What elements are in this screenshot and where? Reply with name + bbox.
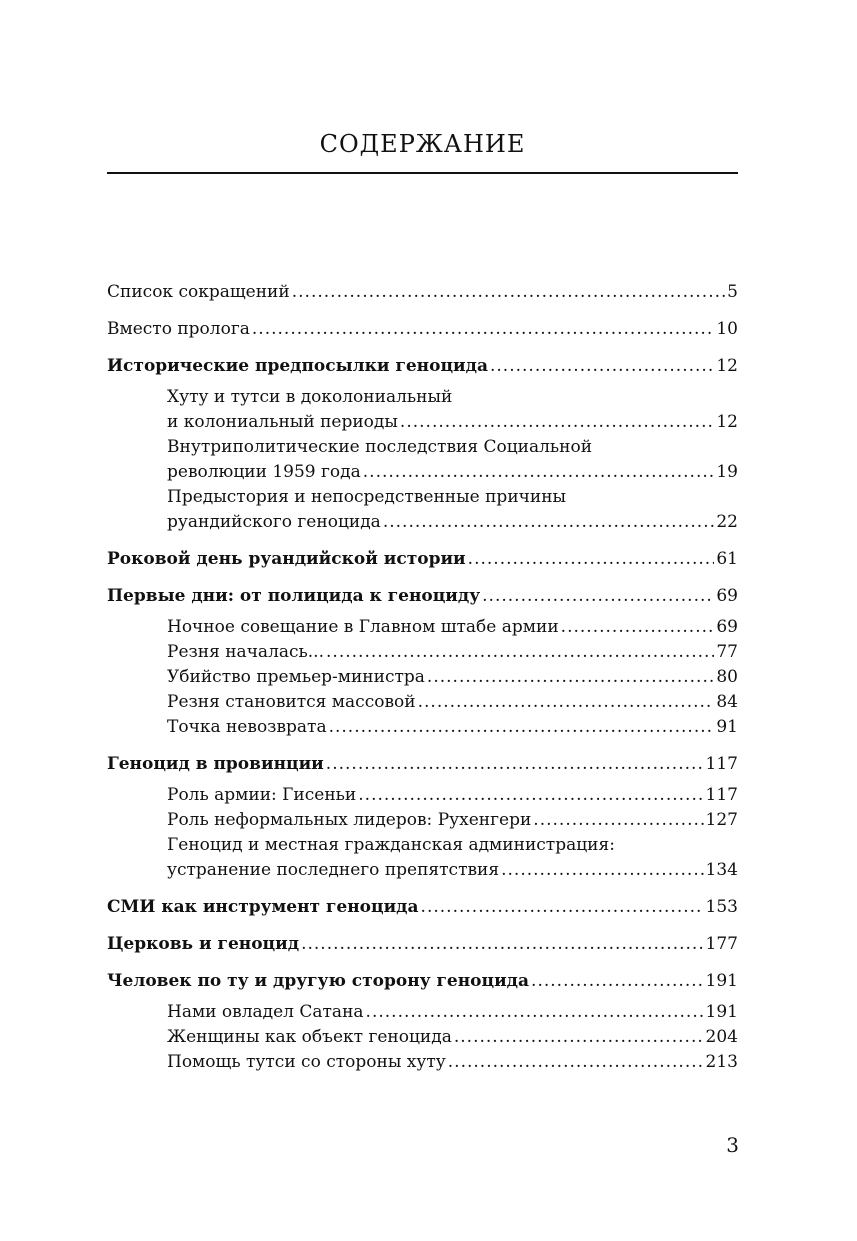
toc-entry [107,783,738,808]
toc-entry-page: 69 [716,617,738,637]
dot-leader [326,640,714,665]
toc-entry [107,485,738,535]
toc-entry [107,932,738,957]
toc-entry-page: 153 [705,897,738,917]
dot-leader [329,715,715,740]
toc-entry [107,752,738,777]
toc-entry-title: Роль неформальных лидеров: Рухенгери [167,810,532,830]
dot-leader [531,969,704,994]
dot-leader [482,584,714,609]
dot-leader [252,317,714,342]
toc-entry-page: 12 [716,412,738,432]
title-rule [107,172,738,174]
toc-entry-page: 69 [716,586,738,606]
dot-leader [448,1050,704,1075]
toc-entry-title: Резня началась... [167,642,324,662]
toc-entry [107,665,738,690]
dot-leader [468,547,715,572]
toc-entry-title: революции 1959 года [167,462,361,482]
page-title: СОДЕРЖАНИЕ [319,130,526,158]
toc-entry [107,808,738,833]
dot-leader [400,410,714,435]
toc-entry-title: Нами овладел Сатана [167,1002,364,1022]
dot-leader [366,1000,704,1025]
toc-entry-title: Хуту и тутси в доколониальный [167,387,453,407]
toc-entry [107,615,738,640]
toc-entry [107,1000,738,1025]
toc-entry [107,317,738,342]
dot-leader [454,1025,704,1050]
toc-entry-page: 213 [705,1052,738,1072]
toc-entry-title: Внутриполитические последствия Социальной [167,437,593,457]
dot-leader [490,354,714,379]
toc-entry-page: 191 [705,1002,738,1022]
dot-leader [301,932,703,957]
toc-entry [107,354,738,379]
toc-entry-page: 134 [705,860,738,880]
toc-entry-title: Точка невозврата [167,717,327,737]
toc-entry [107,895,738,920]
table-of-contents [107,280,738,1075]
toc-entry-title: Роковой день руандийской истории [107,549,466,569]
toc-entry [107,547,738,572]
toc-entry-title: Геноцид в провинции [107,754,324,774]
toc-entry-title: устранение последнего препятствия [167,860,500,880]
toc-entry-page: 12 [716,356,738,376]
dot-leader [501,858,703,883]
toc-entry-title: Предыстория и непосредственные причины [167,487,567,507]
toc-entry-title: и колониальный периоды [167,412,398,432]
toc-entry-title: Первые дни: от полицида к геноциду [107,586,481,606]
toc-entry-title: СМИ как инструмент геноцида [107,897,419,917]
toc-entry-page: 84 [716,692,738,712]
toc-entry-page: 22 [716,512,738,532]
toc-entry [107,435,738,485]
dot-leader [358,783,703,808]
toc-entry [107,715,738,740]
toc-entry [107,584,738,609]
toc-entry-page: 61 [716,549,738,569]
dot-leader [326,752,704,777]
dot-leader [292,280,725,305]
toc-entry-page: 191 [705,971,738,991]
toc-entry [107,969,738,994]
dot-leader [383,510,715,535]
toc-entry-title: Список сокращений [107,282,290,302]
toc-entry-title: руандийского геноцида [167,512,381,532]
toc-entry [107,280,738,305]
toc-entry-page: 177 [705,934,738,954]
toc-entry-page: 10 [716,319,738,339]
toc-entry-title: Женщины как объект геноцида [167,1027,452,1047]
toc-entry-title: Исторические предпосылки геноцида [107,356,488,376]
dot-leader [561,615,715,640]
toc-entry-page: 204 [705,1027,738,1047]
toc-entry-page: 117 [705,754,738,774]
dot-leader [427,665,714,690]
toc-entry-page: 117 [705,785,738,805]
dot-leader [418,690,715,715]
toc-entry-title: Человек по ту и другую сторону геноцида [107,971,530,991]
toc-entry-title: Роль армии: Гисеньи [167,785,357,805]
toc-entry-title: Ночное совещание в Главном штабе армии [167,617,559,637]
toc-entry-title: Церковь и геноцид [107,934,300,954]
toc-entry-title: Резня становится массовой [167,692,416,712]
toc-entry-page: 91 [716,717,738,737]
toc-entry [107,640,738,665]
toc-entry-title: Помощь тутси со стороны хуту [167,1052,446,1072]
dot-leader [363,460,715,485]
page-number: 3 [726,1133,739,1157]
toc-entry [107,1025,738,1050]
dot-leader [533,808,703,833]
toc-entry [107,385,738,435]
toc-entry-title: Геноцид и местная гражданская администрация: [167,835,615,855]
toc-entry-title: Убийство премьер-министра [167,667,425,687]
toc-entry-page: 127 [705,810,738,830]
toc-entry-page: 77 [716,642,738,662]
toc-entry-page: 19 [716,462,738,482]
toc-entry-page: 5 [727,282,738,302]
toc-entry [107,690,738,715]
toc-entry [107,833,738,883]
toc-entry-title: Вместо пролога [107,319,250,339]
dot-leader [421,895,704,920]
toc-entry [107,1050,738,1075]
toc-entry-page: 80 [716,667,738,687]
